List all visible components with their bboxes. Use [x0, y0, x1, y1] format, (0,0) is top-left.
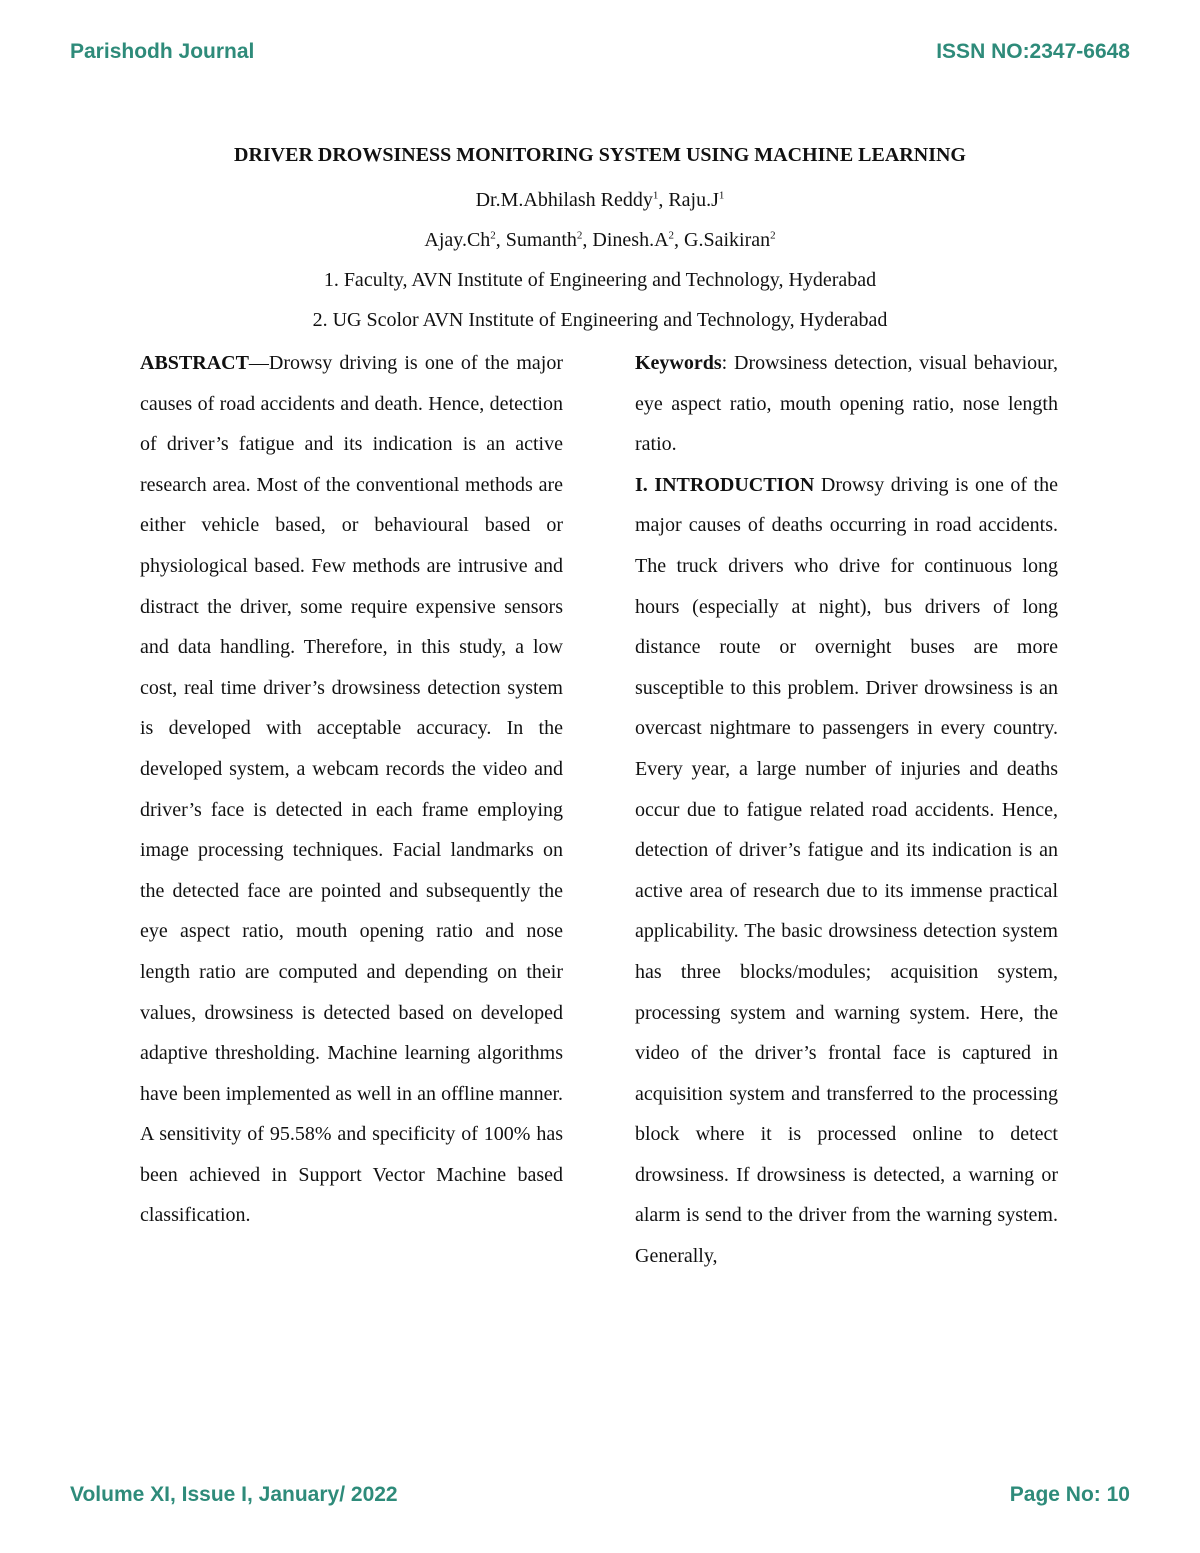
- author-affiliation-mark: 2: [668, 229, 675, 242]
- author-name: G.Saikiran: [684, 229, 771, 251]
- page-number: Page No: 10: [1009, 1483, 1130, 1506]
- journal-name: Parishodh Journal: [70, 40, 255, 63]
- author-name: Dr.M.Abhilash Reddy: [475, 189, 653, 211]
- authors-line-1: [100, 180, 1100, 220]
- author-affiliation-mark: 2: [490, 229, 496, 242]
- author-affiliation-mark: 2: [576, 229, 583, 242]
- introduction-heading: I. INTRODUCTION: [635, 473, 815, 496]
- introduction-text: Drowsy driving is one of the major causes of deaths occurring in road accidents. The truck drivers who drive for continuous long hours (especially at night), bus drivers of long distance route or overnight buses are more susceptible to this problem. Driver drowsiness is an overcast nightmare to passengers in every country. Every year, a large number of injuries and deaths occur due to fatigue related road accidents. Hence, detection of driver’s fatigue and its indication is an active area of research due to its immense practical applicability. The basic drowsiness detection system has three blocks/modules; acquisition system, processing system and warning system. Here, the video of the driver’s frontal face is captured in acquisition system and transferred to the processing block where it is processed online to detect drowsiness. If drowsiness is detected, a warning or alarm is send to the driver from the warning system. Generally,: [635, 473, 1058, 1268]
- author-separator: ,: [674, 229, 685, 251]
- title-block: [100, 140, 1100, 340]
- volume-issue: Volume XI, Issue I, January/ 2022: [70, 1483, 398, 1506]
- author-separator: ,: [658, 189, 669, 211]
- author-affiliation-mark: 1: [718, 189, 725, 202]
- affiliation-1: 1. Faculty, AVN Institute of Engineering and Technology, Hyderabad: [323, 269, 877, 291]
- author-name: Ajay.Ch: [424, 229, 491, 251]
- affiliation-2: 2. UG Scolor AVN Institute of Engineering and Technology, Hyderabad: [312, 309, 888, 331]
- author-affiliation-mark: 2: [770, 229, 776, 242]
- abstract-text: —Drowsy driving is one of the major causes of road accidents and death. Hence, detection of driver’s fatigue and its indication is an active research area. Most of the conventional methods are either vehicle based, or behavioural based or physiological based. Few methods are intrusive and distract the driver, some require expensive sensors and data handling. Therefore, in this study, a low cost, real time driver’s drowsiness detection system is developed with acceptable accuracy. In the developed system, a webcam records the video and driver’s face is detected in each frame employing image processing techniques. Facial landmarks on the detected face are pointed and subsequently the eye aspect ratio, mouth opening ratio and nose length ratio are computed and depending on their values, drowsiness is detected based on developed adaptive thresholding. Machine learning algorithms have been implemented as well in an offline manner. A sensitivity of 95.58% and specificity of 100% has been achieved in Support Vector Machine based classification.: [140, 352, 563, 1227]
- author-affiliation-mark: 1: [652, 189, 659, 202]
- author-name: Sumanth: [505, 229, 577, 251]
- introduction-paragraph: [635, 465, 1058, 1277]
- left-column: [140, 343, 563, 1236]
- author-separator: ,: [582, 229, 593, 251]
- author-separator: ,: [495, 229, 506, 251]
- author-name: Dinesh.A: [592, 229, 669, 251]
- abstract-paragraph: [140, 343, 563, 1236]
- author-name: Raju.J: [668, 189, 719, 211]
- keywords-paragraph: [635, 343, 1058, 465]
- paper-title: DRIVER DROWSINESS MONITORING SYSTEM USING MACHINE LEARNING: [234, 144, 966, 166]
- abstract-label: ABSTRACT: [140, 352, 249, 374]
- authors-line-2: [100, 220, 1100, 260]
- keywords-label: Keywords: [635, 352, 722, 374]
- issn-number: ISSN NO:2347-6648: [936, 40, 1130, 63]
- right-column: [635, 343, 1058, 1277]
- keywords-text: : Drowsiness detection, visual behaviour, eye aspect ratio, mouth opening ratio, nose length ratio.: [635, 352, 1058, 456]
